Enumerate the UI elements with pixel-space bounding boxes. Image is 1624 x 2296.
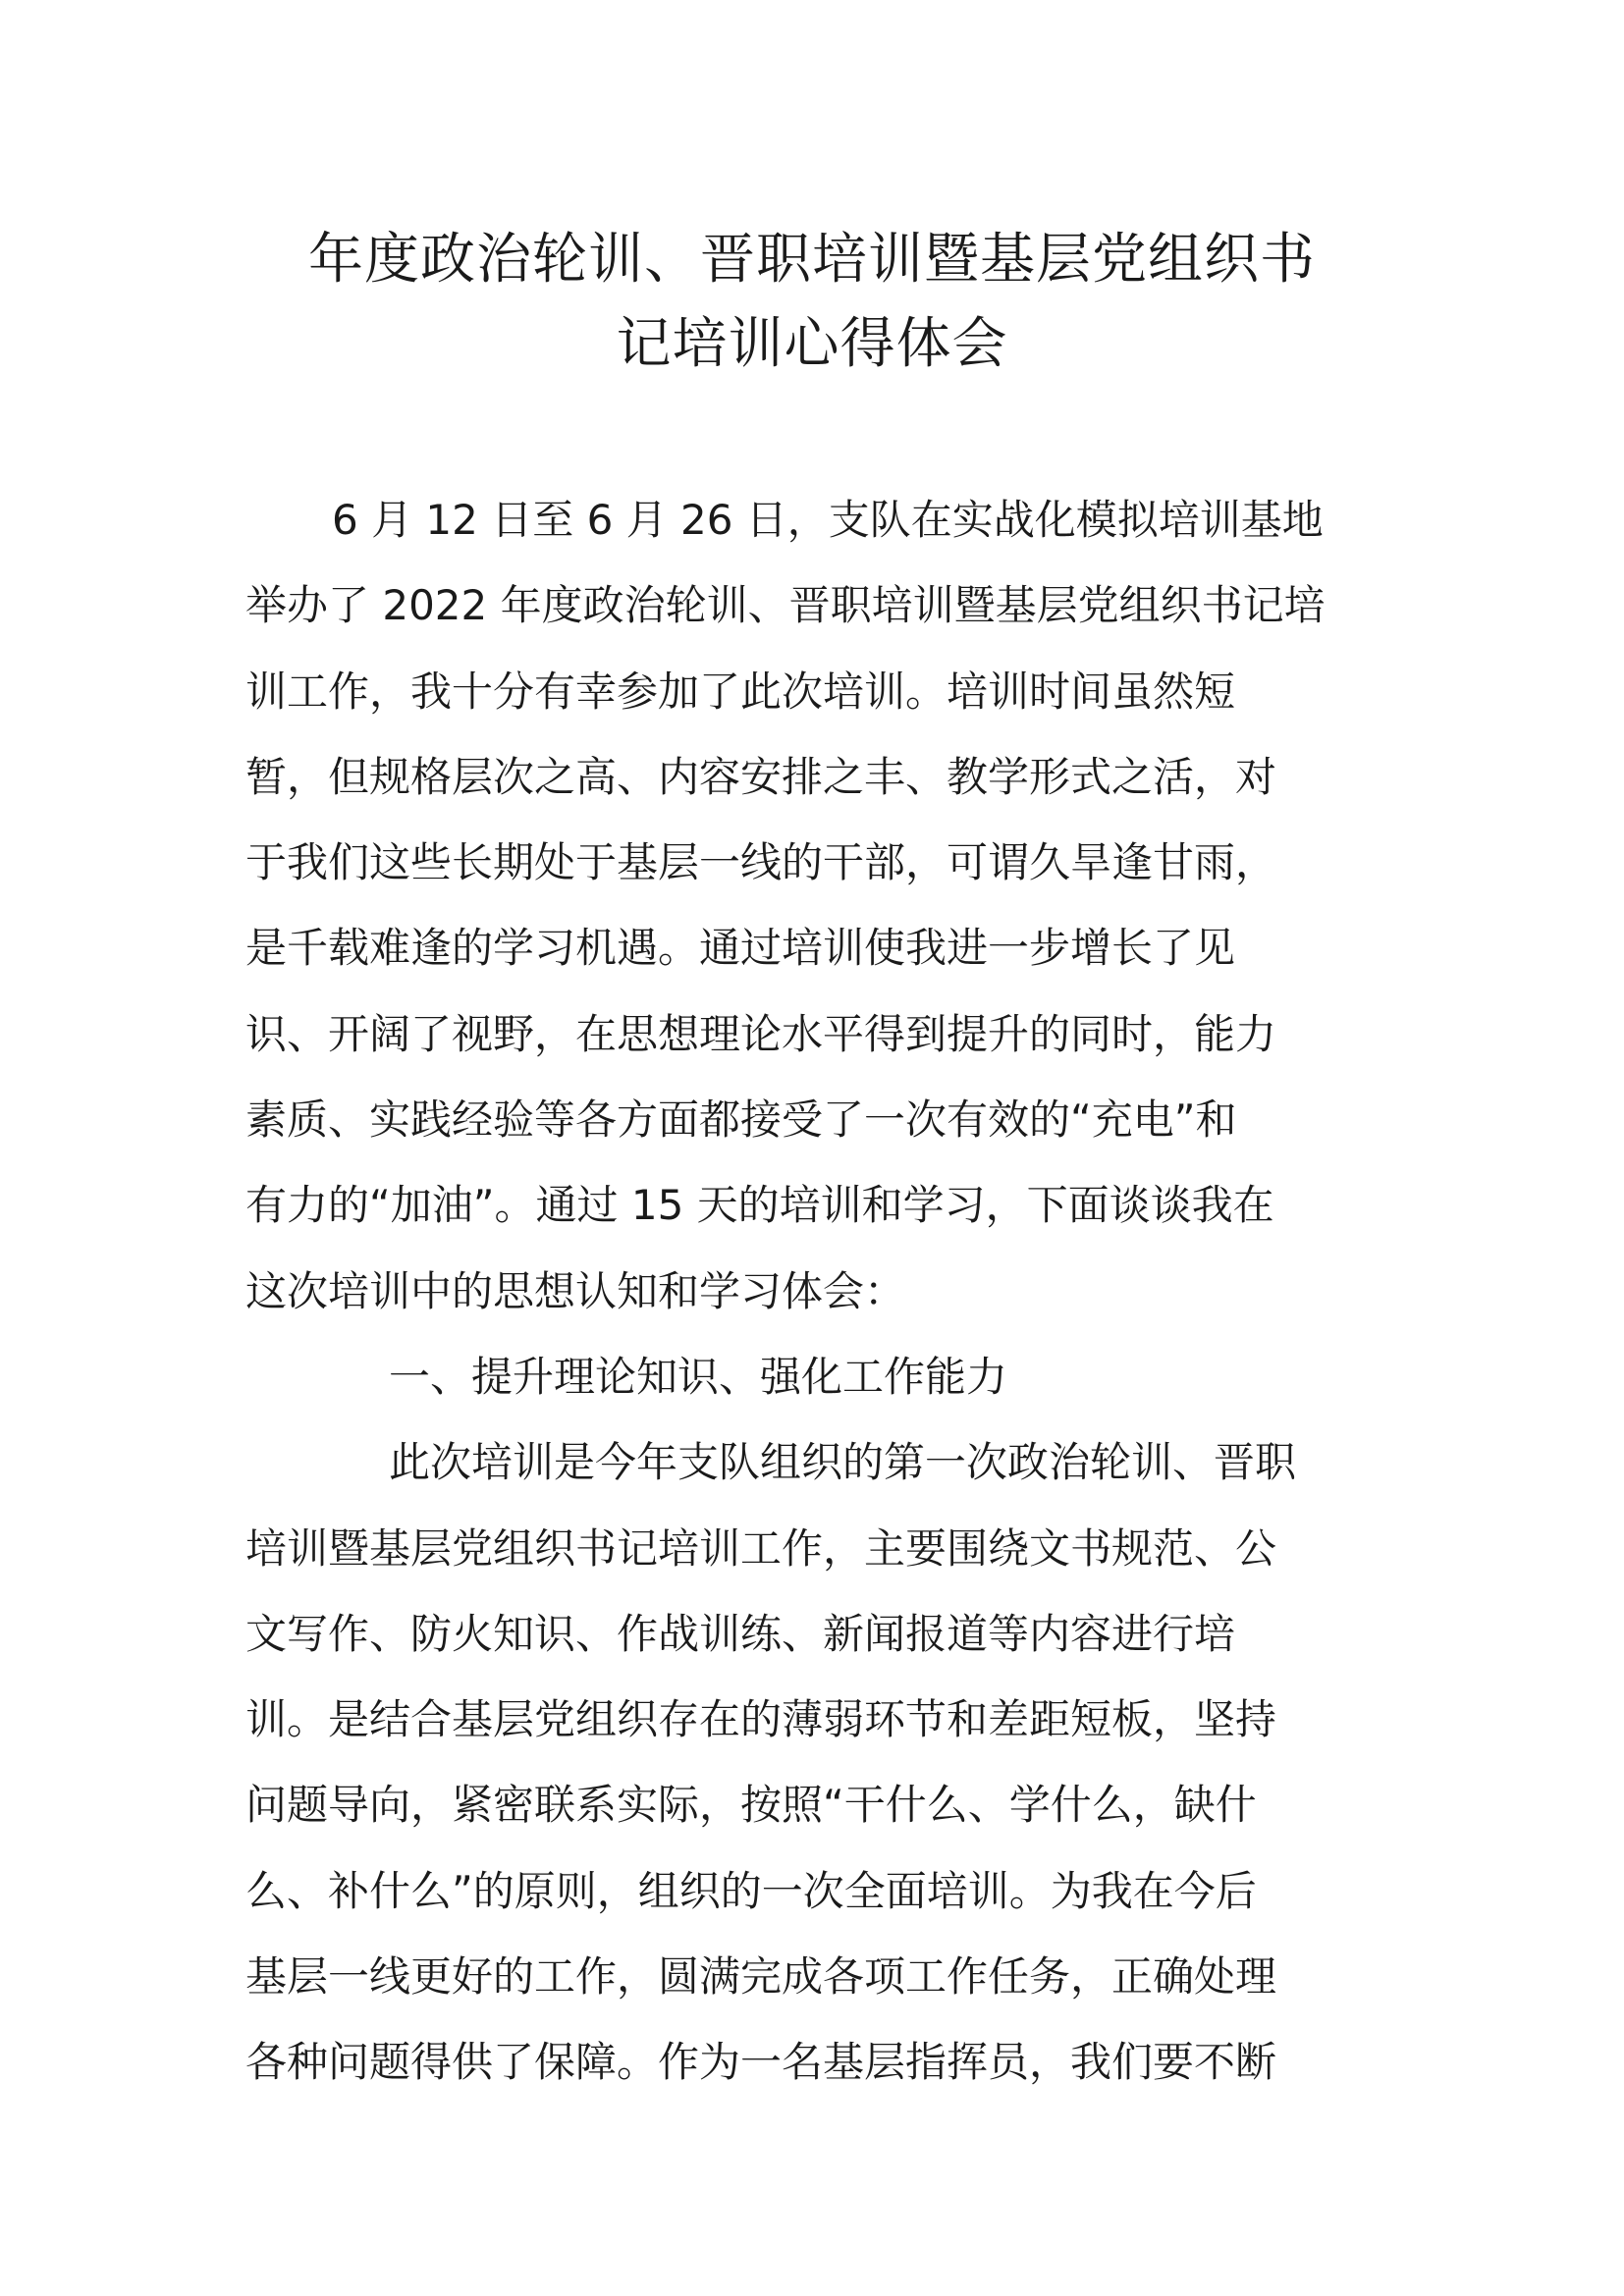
paragraph-line: 于我们这些长期处于基层一线的干部，可谓久旱逢甘雨，	[245, 838, 1277, 887]
paragraph-line: 问题导向，紧密联系实际，按照“干什么、学什么，缺什	[245, 1781, 1257, 1830]
paragraph-line: 基层一线更好的工作，圆满完成各项工作任务，正确处理	[245, 1952, 1277, 2002]
paragraph-line: 暂，但规格层次之高、内容安排之丰、教学形式之活，对	[245, 752, 1277, 801]
paragraph-line: 训工作，我十分有幸参加了此次培训。培训时间虽然短	[245, 667, 1236, 716]
paragraph-line: 6 月 12 日至 6 月 26 日，支队在实战化模拟培训基地	[332, 496, 1324, 544]
section-heading: 一、提升理论知识、强化工作能力	[389, 1352, 1008, 1401]
paragraph-line: 文写作、防火知识、作战训练、新闻报道等内容进行培	[245, 1609, 1236, 1658]
paragraph-line: 举办了 2022 年度政治轮训、晋职培训暨基层党组织书记培	[245, 581, 1326, 630]
document-title	[0, 218, 1624, 387]
paragraph-line: 素质、实践经验等各方面都接受了一次有效的“充电”和	[245, 1095, 1237, 1145]
paragraph-line: 各种问题得供了保障。作为一名基层指挥员，我们要不断	[245, 2038, 1277, 2087]
paragraph-line: 是千载难逢的学习机遇。通过培训使我进一步增长了见	[245, 924, 1236, 973]
paragraph-line: 培训暨基层党组织书记培训工作，主要围绕文书规范、公	[245, 1523, 1277, 1573]
document-body	[245, 477, 1394, 2106]
title-line: 年度政治轮训、晋职培训暨基层党组织书	[308, 228, 1316, 292]
paragraph-line: 训。是结合基层党组织存在的薄弱环节和差距短板，坚持	[245, 1695, 1277, 1744]
paragraph-line: 么、补什么”的原则，组织的一次全面培训。为我在今后	[245, 1866, 1257, 1915]
paragraph-line: 此次培训是今年支队组织的第一次政治轮训、晋职	[389, 1438, 1297, 1487]
paragraph-line: 有力的“加油”。通过 15 天的培训和学习，下面谈谈我在	[245, 1181, 1274, 1230]
paragraph-line: 这次培训中的思想认知和学习体会：	[245, 1266, 906, 1315]
paragraph-line: 识、开阔了视野，在思想理论水平得到提升的同时，能力	[245, 1009, 1277, 1058]
title-line: 记培训心得体会	[616, 312, 1008, 376]
